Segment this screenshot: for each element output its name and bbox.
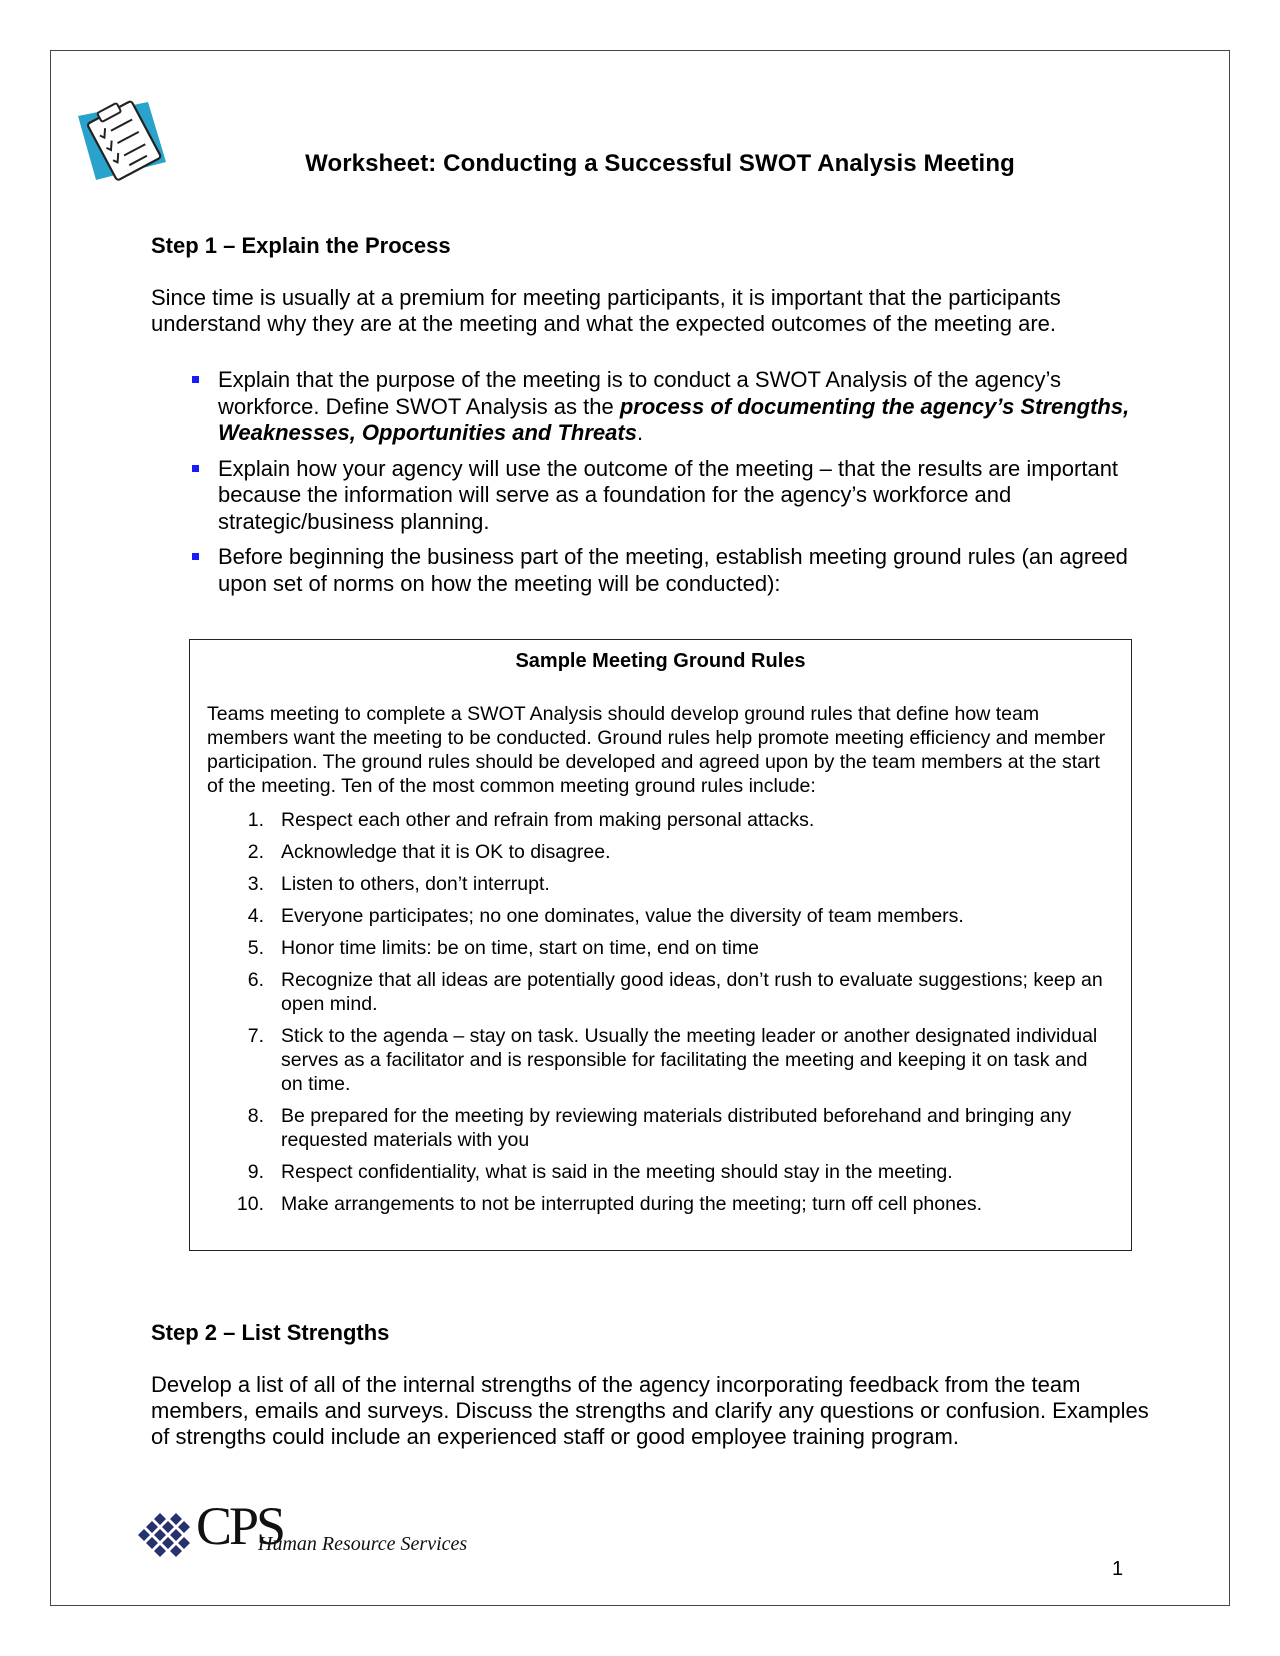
- rule-number: 9.: [247, 1161, 264, 1183]
- bullet-text: Before beginning the business part of the meeting, establish meeting ground rules (an agreed upon set of norms on how the meeting will be conducted):: [218, 544, 1128, 596]
- list-item: [207, 968, 1112, 1016]
- list-item: [207, 1192, 1112, 1216]
- list-item: [151, 544, 1131, 597]
- rule-text: Respect each other and refrain from making personal attacks.: [281, 809, 815, 831]
- ground-rules-title: Sample Meeting Ground Rules: [515, 650, 806, 672]
- rule-text: Be prepared for the meeting by reviewing materials distributed beforehand and bringing any requested materials with you: [281, 1105, 1072, 1151]
- ground-rules-box: [189, 639, 1132, 1251]
- square-bullet-icon: [192, 465, 199, 472]
- rule-number: 6.: [247, 969, 264, 991]
- rule-text: Stick to the agenda – stay on task. Usually the meeting leader or another designated individual serves as a facilitator and is responsible for facilitating the meeting and keeping it on task and on time.: [281, 1025, 1098, 1095]
- page-title: Worksheet: Conducting a Successful SWOT Analysis Meeting: [305, 150, 1015, 177]
- rule-text: Everyone participates; no one dominates, value the diversity of team members.: [281, 905, 964, 927]
- rule-number: 5.: [247, 937, 264, 959]
- rule-text: Recognize that all ideas are potentially good ideas, don’t rush to evaluate suggestions; keep an open mind.: [281, 969, 1103, 1015]
- list-item: [207, 1104, 1112, 1152]
- bullet-text-end: .: [636, 420, 644, 445]
- list-item: [151, 367, 1131, 447]
- rule-number: 10.: [236, 1193, 264, 1215]
- bullet-emphasis: process of documenting the agency’s Strengths, Weaknesses, Opportunities and Threats: [218, 393, 1130, 445]
- step2-intro: Develop a list of all of the internal strengths of the agency incorporating feedback from the team members, emails and surveys. Discuss the strengths and clarify any questions or confusion. Examples of strengths could include an experienced staff or good employee training program.: [151, 1372, 1149, 1449]
- cps-logo-letters: CPS: [196, 1496, 284, 1556]
- step1-heading: Step 1 – Explain the Process: [151, 233, 451, 258]
- list-item: [207, 1160, 1112, 1184]
- list-item: [207, 872, 1112, 896]
- list-item: [207, 840, 1112, 864]
- rule-text: Make arrangements to not be interrupted during the meeting; turn off cell phones.: [281, 1193, 982, 1215]
- rule-number: 7.: [247, 1025, 264, 1047]
- step2-heading: Step 2 – List Strengths: [151, 1320, 390, 1345]
- rule-text: Respect confidentiality, what is said in the meeting should stay in the meeting.: [281, 1161, 953, 1183]
- rule-number: 4.: [247, 905, 264, 927]
- list-item: [207, 904, 1112, 928]
- ground-rules-intro: Teams meeting to complete a SWOT Analysis should develop ground rules that define how team members want the meeting to be conducted. Ground rules help promote meeting efficiency and member participation. The ground rules should be developed and agreed upon by the team members at the start of the meeting. Ten of the most common meeting ground rules include:: [207, 703, 1106, 797]
- page-number: 1: [1112, 1558, 1124, 1580]
- rule-number: 1.: [247, 809, 264, 831]
- step1-intro: Since time is usually at a premium for meeting participants, it is important that the participants understand why they are at the meeting and what the expected outcomes of the meeting are.: [151, 285, 1061, 336]
- ground-rules-list: [207, 808, 1112, 1224]
- list-item: [207, 808, 1112, 832]
- rule-number: 8.: [247, 1105, 264, 1127]
- list-item: [207, 1024, 1112, 1096]
- rule-text: Honor time limits: be on time, start on time, end on time: [281, 937, 759, 959]
- rule-text: Acknowledge that it is OK to disagree.: [281, 841, 611, 863]
- rule-text: Listen to others, don’t interrupt.: [281, 873, 550, 895]
- rule-number: 3.: [247, 873, 264, 895]
- square-bullet-icon: [192, 376, 199, 383]
- list-item: [207, 936, 1112, 960]
- cps-diamond-logo: [130, 1508, 200, 1562]
- rule-number: 2.: [247, 841, 264, 863]
- cps-logo-tagline: Human Resource Services: [258, 1533, 468, 1555]
- square-bullet-icon: [192, 553, 199, 560]
- bullet-text: Explain that the purpose of the meeting is to conduct a SWOT Analysis of the agency’s workforce. Define SWOT Analysis as the: [218, 367, 1062, 419]
- step1-bullet-list: [151, 367, 1131, 606]
- bullet-text: Explain how your agency will use the outcome of the meeting – that the results are important because the information will serve as a foundation for the agency’s workforce and strategic/business planning.: [218, 455, 1119, 534]
- list-item: [151, 456, 1131, 536]
